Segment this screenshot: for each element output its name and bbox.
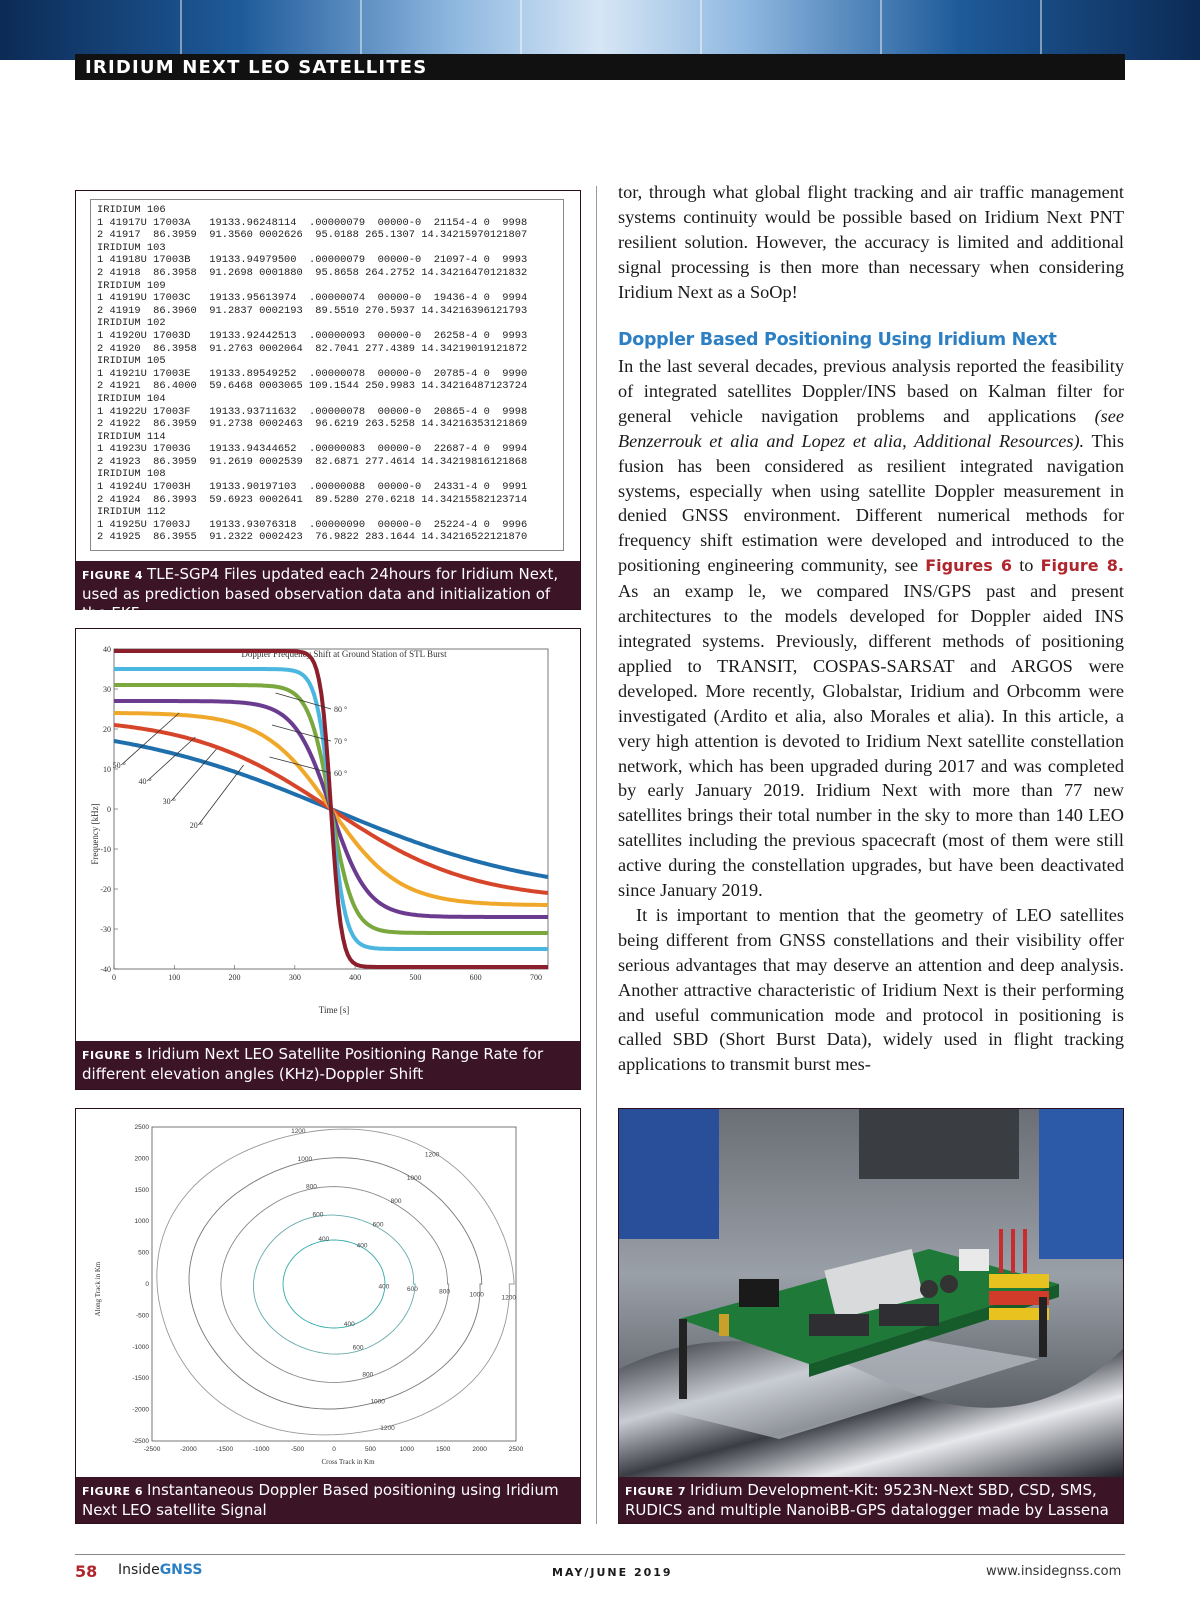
contour-level-800 [221, 1187, 449, 1383]
paragraph-1: tor, through what global flight tracking and air traffic management systems continuity would be possible based on Iridium Next PNT resilient solution. However, the accuracy is limited and additional signal processing is then more than necessary when considering Iridium Next as a SoOp! [618, 182, 1124, 302]
figure-6-label: FIGURE 6 [82, 1485, 144, 1498]
contour-label: 800 [390, 1198, 402, 1206]
y-tick-label: -10 [100, 845, 111, 854]
figure-4-label: FIGURE 4 [82, 569, 144, 582]
dev-kit-photo [619, 1109, 1123, 1477]
tle-listing: IRIDIUM 106 1 41917U 17003A 19133.96248114 .00000079 00000-0 21154-4 0 9998 2 41917 86.3959 91.3560 0002626 95.0188 265.1307 14.34215970121807 IRIDIUM 103 1 41918U 17003B 19133.94979500 .00000079 00000-0 21097-4 0 9993 2 41918 86.3958 91.2698 0001880 95.8658 264.2752 14.34216470121832 IRIDIUM 109 1 41919U 17003C 19133.95613974 .00000074 00000-0 19436-4 0 9994 2 41919 86.3960 91.2837 0002193 89.5510 270.5937 14.34216396121793 IRIDIUM 102 1 41920U 17003D 19133.92442513 .00000093 00000-0 26258-4 0 9993 2 41920 86.3958 91.2763 0002064 82.7041 277.4389 14.34219019121872 IRIDIUM 105 1 41921U 17003E 19133.89549252 .00000078 00000-0 20785-4 0 9990 2 41921 86.4000 59.6468 0003065 109.1544 250.9983 14.34216487123724 IRIDIUM 104 1 41922U 17003F 19133.93711632 .00000078 00000-0 20865-4 0 9998 2 41922 86.3959 91.2738 0002463 96.6219 263.5258 14.34216353121869 IRIDIUM 114 1 41923U 17003G 19133.94344652 .00000083 00000-0 22687-4 0 9994 2 41923 86.3959 91.2619 0002539 82.6871 277.4614 14.34219816121868 IRIDIUM 108 1 41924U 17003H 19133.90197103 .00000088 00000-0 24331-4 0 9991 2 41924 86.3993 59.6923 0002641 89.5280 270.6218 14.34215582123714 IRIDIUM 112 1 41925U 17003J 19133.93076318 .00000090 00000-0 25224-4 0 9996 2 41925 86.3955 91.2322 0002423 76.9822 283.1644 14.34216522121870 [90, 199, 564, 551]
y-tick-label: 20 [103, 725, 111, 734]
contour-label: 1000 [406, 1174, 422, 1182]
contour-y-tick-label: 1500 [134, 1186, 149, 1194]
y-axis-label: Frequency [kHz] [90, 803, 100, 865]
x-tick-label: 200 [228, 973, 241, 982]
contour-x-tick-label: -2500 [143, 1446, 161, 1453]
contour-label: 400 [356, 1242, 368, 1250]
x-tick-label: 400 [349, 973, 362, 982]
annotation-label: 80 ° [334, 705, 348, 714]
article-body [618, 354, 1124, 1077]
contour-label: 400 [318, 1235, 330, 1243]
contour-x-tick-label: -500 [291, 1446, 305, 1453]
figure-6 [75, 1108, 581, 1524]
contour-label: 800 [306, 1183, 317, 1191]
contour-x-tick-label: 0 [332, 1446, 336, 1453]
x-tick-label: 100 [168, 973, 181, 982]
publication-brand: InsideGNSS [118, 1562, 203, 1578]
figure-7-caption-text: Iridium Development-Kit: 9523N-Next SBD, CSD, SMS, RUDICS and multiple NanoiBB-GPS datalogger made by Lassena [625, 1481, 1109, 1519]
figure-7-label: FIGURE 7 [625, 1485, 687, 1498]
y-tick-label: 0 [107, 805, 111, 814]
contour-x-tick-label: -1000 [252, 1446, 270, 1453]
issue-date: MAY/JUNE 2019 [552, 1566, 673, 1579]
annotation-label: 70 ° [334, 737, 348, 746]
contour-label: 1200 [424, 1151, 440, 1159]
column-divider [596, 186, 597, 1524]
footer-rule [75, 1554, 1125, 1555]
section-heading: Doppler Based Positioning Using Iridium Next [618, 330, 1057, 350]
contour-label: 1000 [370, 1398, 385, 1406]
figure-5-caption-text: Iridium Next LEO Satellite Positioning Range Rate for different elevation angles (KHz)-Doppler Shift [82, 1045, 544, 1083]
y-tick-label: 10 [103, 765, 111, 774]
figure-4-caption [76, 561, 580, 622]
contour-label: 1000 [297, 1155, 313, 1163]
y-tick-label: 40 [103, 645, 111, 654]
chart-title: Doppler Frequency Shift at Ground Station of STL Burst [241, 649, 447, 659]
contour-y-tick-label: 2500 [134, 1124, 149, 1131]
contour-label: 1200 [291, 1128, 306, 1136]
x-tick-label: 500 [409, 973, 422, 982]
y-tick-label: -40 [100, 965, 111, 974]
contour-label: 1200 [501, 1294, 517, 1302]
contour-label: 1200 [380, 1425, 395, 1433]
doppler-chart [76, 629, 580, 1039]
contour-y-tick-label: 500 [138, 1249, 149, 1257]
x-tick-label: 700 [529, 973, 542, 982]
contour-y-tick-label: 0 [145, 1281, 149, 1288]
contour-label: 600 [372, 1221, 384, 1229]
section-header-bar [75, 54, 1125, 80]
top-banner [0, 0, 1200, 60]
figure-4 [75, 190, 581, 622]
contour-x-axis-label: Cross Track in Km [321, 1458, 375, 1466]
contour-level-600 [254, 1215, 416, 1354]
figure-7 [618, 1108, 1124, 1524]
contour-label: 1000 [469, 1291, 484, 1299]
annotation-label: 30 ° [162, 797, 176, 806]
annotation-label: 20 ° [189, 821, 203, 830]
contour-y-tick-label: 1000 [134, 1218, 149, 1226]
contour-x-tick-label: -1500 [216, 1446, 234, 1453]
contour-label: 600 [352, 1344, 364, 1352]
contour-label: 400 [378, 1283, 390, 1291]
contour-level-1200 [157, 1129, 514, 1435]
contour-level-400 [283, 1240, 385, 1328]
section-title: IRIDIUM NEXT LEO SATELLITES [85, 57, 428, 78]
contour-chart [76, 1109, 580, 1477]
figure-8-reference[interactable]: Figure 8. [1040, 556, 1124, 576]
figure-5 [75, 628, 581, 1090]
contour-label: 600 [407, 1285, 418, 1293]
contour-label: 600 [312, 1211, 324, 1219]
y-tick-label: -30 [100, 925, 111, 934]
article-intro [618, 180, 1124, 305]
paragraph-2: In the last several decades, previous analysis reported the feasibility of integrated satellites Doppler/INS based on Kalman filter for general vehicle navigation problems and applications (see Benzerrouk et alia and Lopez et alia, Additional Resources). This fusion has been considered as resilient integrated navigation systems, especially when using satellite Doppler measurement in denied GNSS environment. Different numerical methods for frequency shift estimation were developed and introduced to the positioning engineering community, see Figures 6 to Figure 8. As an examp le, we compared INS/GPS past and present architectures to the models developed for Doppler aided INS integrated systems. Previously, different methods of positioning applied to TRANSIT, COSPAS-SARSAT and ARGOS were developed. More recently, Globalstar, Iridium and Orbcomm were investigated (Ardito et alia, also Morales et alia). In this article, a very high attention is devoted to Iridium Next satellite constellation network, which has been upgraded during 2017 and was completed by early January 2019. Iridium Next with more than 77 new satellites brings their total number in the sky to more than 140 LEO satellites including the previous spacecraft (most of them were still active during the constellation upgrades, but have been deactivated since January 2019. [618, 356, 1124, 901]
paragraph-3: It is important to mention that the geometry of LEO satellites being different from GNSS constellations and their visibility offer serious advantages that may deserve an attention and deep analysis. Another attractive characteristic of Iridium Next is their performing and useful communication mode and protocol in positioning is called SBD (Short Burst Data), widely used in flight tracking applications to transmit burst mes- [618, 904, 1124, 1075]
series-line-80deg [114, 651, 548, 967]
figure-6-caption-text: Instantaneous Doppler Based positioning using Iridium Next LEO satellite Signal [82, 1481, 559, 1519]
page-number: 58 [75, 1562, 98, 1581]
contour-label: 400 [343, 1320, 355, 1328]
x-tick-label: 0 [112, 973, 116, 982]
contour-frame [152, 1127, 516, 1441]
contour-x-tick-label: 2000 [472, 1446, 487, 1453]
contour-y-axis-label: Along Track in Km [94, 1261, 102, 1317]
contour-y-tick-label: -2500 [132, 1438, 149, 1445]
figure-5-caption [76, 1041, 580, 1089]
annotation-arrow [171, 749, 216, 801]
contour-x-tick-label: -2000 [180, 1446, 197, 1453]
contour-x-tick-label: 1000 [399, 1446, 415, 1453]
figure-6-reference[interactable]: Figures 6 [925, 556, 1013, 576]
figure-7-caption [619, 1477, 1123, 1523]
figure-6-caption [76, 1477, 580, 1523]
annotation-arrow [198, 765, 243, 825]
contour-y-tick-label: -1500 [132, 1375, 149, 1383]
annotation-arrow [121, 713, 179, 765]
citation: (see Benzerrouk et alia and Lopez et alia, Additional Resources). [618, 405, 1124, 451]
website-url[interactable]: www.insidegnss.com [986, 1564, 1122, 1579]
annotation-label: 50 ° [112, 761, 126, 770]
contour-label: 800 [362, 1371, 374, 1379]
contour-x-tick-label: 2500 [508, 1446, 524, 1453]
contour-x-tick-label: 500 [364, 1446, 376, 1453]
y-tick-label: 30 [103, 685, 111, 694]
figure-4-caption-text: TLE-SGP4 Files updated each 24hours for Iridium Next, used as prediction based observation data and initialization of the EKF [82, 565, 559, 622]
contour-label: 800 [439, 1288, 451, 1296]
figure-5-label: FIGURE 5 [82, 1049, 144, 1062]
x-tick-label: 600 [469, 973, 482, 982]
x-axis-label: Time [s] [318, 1005, 350, 1015]
contour-y-tick-label: -500 [135, 1312, 149, 1320]
x-tick-label: 300 [288, 973, 301, 982]
annotation-label: 60 ° [334, 769, 348, 778]
contour-y-tick-label: -2000 [132, 1406, 149, 1414]
contour-y-tick-label: 2000 [134, 1155, 149, 1163]
contour-y-tick-label: -1000 [132, 1343, 149, 1351]
annotation-label: 40 ° [138, 777, 152, 786]
y-tick-label: -20 [100, 885, 111, 894]
contour-x-tick-label: 1500 [435, 1446, 451, 1453]
